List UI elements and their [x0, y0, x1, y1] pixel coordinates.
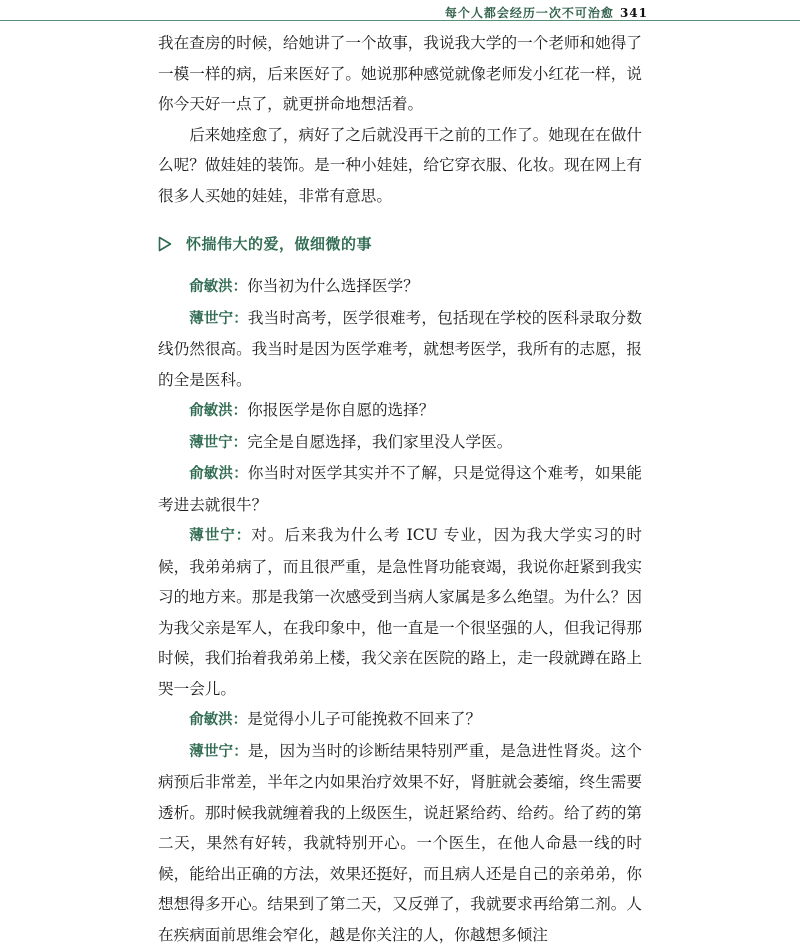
dialogue-line — [158, 458, 642, 520]
dialogue-line — [158, 736, 642, 950]
speaker-name: 俞敏洪： — [189, 712, 247, 728]
dialogue-text: 你当初为什么选择医学？ — [247, 277, 419, 295]
dialogue-text: 对。后来我为什么考 ICU 专业，因为我大学实习的时候，我弟弟病了，而且很严重，是急性肾功能衰竭，我说你赶紧到我实习的地方来。那是我第一次感受到当病人家属是多么绝望。为什么？因为我父亲是军人，在我印象中，他一直是一个很坚强的人，但我记得那时候，我们抬着我弟弟上楼，我父亲在医院的路上，走一段就蹲在路上哭一会儿。 — [158, 526, 642, 698]
paragraph-intro-2: 后来她痊愈了，病好了之后就没再干之前的工作了。她现在在做什么呢？做娃娃的装饰。是一种小娃娃，给它穿衣服、化妆。现在网上有很多人买她的娃娃，非常有意思。 — [158, 120, 642, 212]
dialogue-text: 你当时对医学其实并不了解，只是觉得这个难考，如果能考进去就很牛？ — [158, 464, 642, 514]
speaker-name: 薄世宁： — [189, 311, 248, 327]
speaker-name: 俞敏洪： — [189, 466, 248, 482]
running-header — [445, 4, 648, 21]
dialogue-text: 是，因为当时的诊断结果特别严重，是急进性肾炎。这个病预后非常差，半年之内如果治疗效果不好，肾脏就会萎缩，终生需要透析。那时候我就缠着我的上级医生，说赶紧给药、给药。给了药的第二天，果然有好转，我就特别开心。一个医生，在他人命悬一线的时候，能给出正确的方法，效果还挺好，而且病人还是自己的亲弟弟，你想想得多开心。结果到了第二天，又反弹了，我就要求再给第二剂。人在疾病面前思维会窄化，越是你关注的人，你越想多倾注 — [158, 742, 642, 944]
dialogue-line — [158, 271, 642, 303]
dialogue-line — [158, 427, 642, 459]
dialogue-line — [158, 395, 642, 427]
section-title: 怀揣伟大的爱，做细微的事 — [186, 229, 372, 259]
dialogue-line — [158, 520, 642, 704]
speaker-name: 薄世宁： — [189, 435, 247, 451]
page-body — [158, 28, 642, 950]
speaker-name: 俞敏洪： — [189, 403, 247, 419]
running-header-bar — [0, 0, 800, 21]
dialogue-text: 完全是自愿选择，我们家里没人学医。 — [247, 433, 512, 451]
dialogue-text: 我当时高考，医学很难考，包括现在学校的医科录取分数线仍然很高。我当时是因为医学难考，就想考医学，我所有的志愿，报的全是医科。 — [158, 309, 642, 389]
dialogue-text: 你报医学是你自愿的选择？ — [247, 401, 434, 419]
speaker-name: 薄世宁： — [189, 528, 251, 544]
speaker-name: 俞敏洪： — [189, 279, 247, 295]
speaker-name: 薄世宁： — [189, 744, 248, 760]
paragraph-intro-1: 我在查房的时候，给她讲了一个故事，我说我大学的一个老师和她得了一模一样的病，后来医好了。她说那种感觉就像老师发小红花一样，说你今天好一点了，就更拼命地想活着。 — [158, 28, 642, 120]
play-triangle-icon — [158, 236, 172, 252]
page-number: 341 — [620, 6, 648, 20]
section-heading — [158, 229, 642, 259]
running-header-title: 每个人都会经历一次不可治愈 — [445, 6, 614, 20]
dialogue-text: 是觉得小儿子可能挽救不回来了？ — [247, 710, 481, 728]
dialogue-line — [158, 303, 642, 396]
dialogue-line — [158, 704, 642, 736]
